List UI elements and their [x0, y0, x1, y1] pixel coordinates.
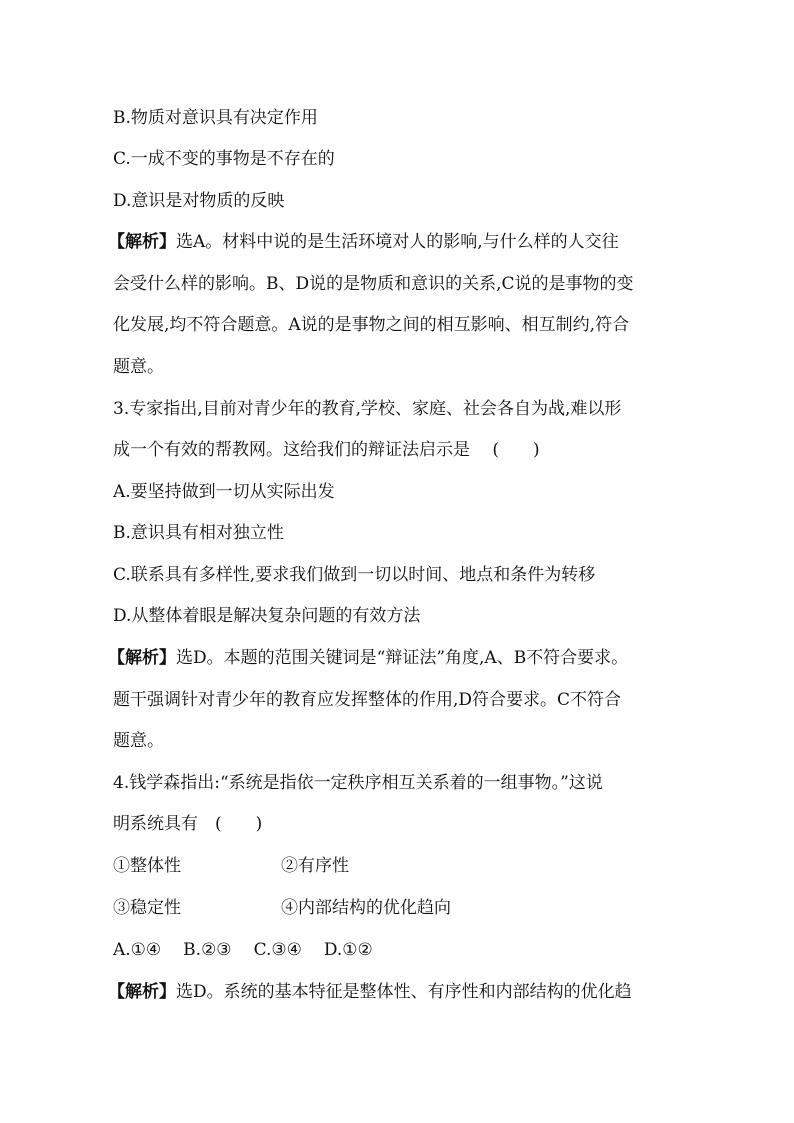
analysis-tag: 【解析】 — [108, 982, 176, 1002]
q3-option-a: A.要坚持做到一切从实际出发 — [113, 482, 335, 502]
q3-option-c: C.联系具有多样性,要求我们做到一切以时间、地点和条件为转移 — [113, 565, 596, 585]
q4-stem-line-1: 4.钱学森指出:“系统是指依一定秩序相互关系着的一组事物。”这说 — [113, 773, 603, 793]
q4-choices — [113, 938, 693, 962]
analysis-text: 选D。本题的范围关键词是“辩证法”角度,A、B不符合要求。 — [176, 648, 629, 668]
q4-analysis-line-1 — [108, 980, 688, 1004]
analysis-tag: 【解析】 — [108, 232, 176, 252]
q3-analysis-line-3: 题意。 — [113, 731, 164, 751]
q2-option-c: C.一成不变的事物是不存在的 — [113, 149, 335, 169]
q4-stem-line-2: 明系统具有 ( ) — [113, 814, 263, 834]
q2-analysis-line-1 — [108, 230, 688, 254]
q4-item-3: ③稳定性 — [113, 898, 181, 918]
q2-analysis-line-3: 化发展,均不符合题意。A说的是事物之间的相互影响、相互制约,符合 — [113, 315, 630, 335]
q4-item-4: ④内部结构的优化趋向 — [281, 898, 451, 918]
q4-choice-b: B.②③ — [183, 940, 232, 960]
q3-analysis-line-1 — [108, 646, 688, 670]
q4-choice-d: D.①② — [323, 940, 373, 960]
q3-stem-line-1: 3.专家指出,目前对青少年的教育,学校、家庭、社会各自为战,难以形 — [113, 399, 622, 419]
analysis-tag: 【解析】 — [108, 648, 176, 668]
analysis-text: 选A。材料中说的是生活环境对人的影响,与什么样的人交往 — [176, 232, 619, 252]
analysis-text: 选D。系统的基本特征是整体性、有序性和内部结构的优化趋 — [176, 982, 632, 1002]
q3-analysis-line-2: 题干强调针对青少年的教育应发挥整体的作用,D符合要求。C不符合 — [113, 690, 622, 710]
q2-analysis-line-4: 题意。 — [113, 357, 164, 377]
q4-choice-c: C.③④ — [253, 940, 302, 960]
q2-option-d: D.意识是对物质的反映 — [113, 191, 285, 211]
q4-items-row-1 — [113, 854, 693, 878]
q4-choice-a: A.①④ — [113, 940, 162, 960]
q2-analysis-line-2: 会受什么样的影响。B、D说的是物质和意识的关系,C说的是事物的变 — [113, 274, 634, 294]
q3-option-b: B.意识具有相对独立性 — [113, 523, 284, 543]
q4-item-2: ②有序性 — [281, 856, 349, 876]
q4-item-1: ①整体性 — [113, 856, 181, 876]
q2-option-b: B.物质对意识具有决定作用 — [113, 108, 318, 128]
q3-option-d: D.从整体着眼是解决复杂问题的有效方法 — [113, 606, 421, 626]
q3-stem-line-2: 成一个有效的帮教网。这给我们的辩证法启示是 ( ) — [113, 440, 540, 460]
q4-items-row-2 — [113, 896, 693, 920]
